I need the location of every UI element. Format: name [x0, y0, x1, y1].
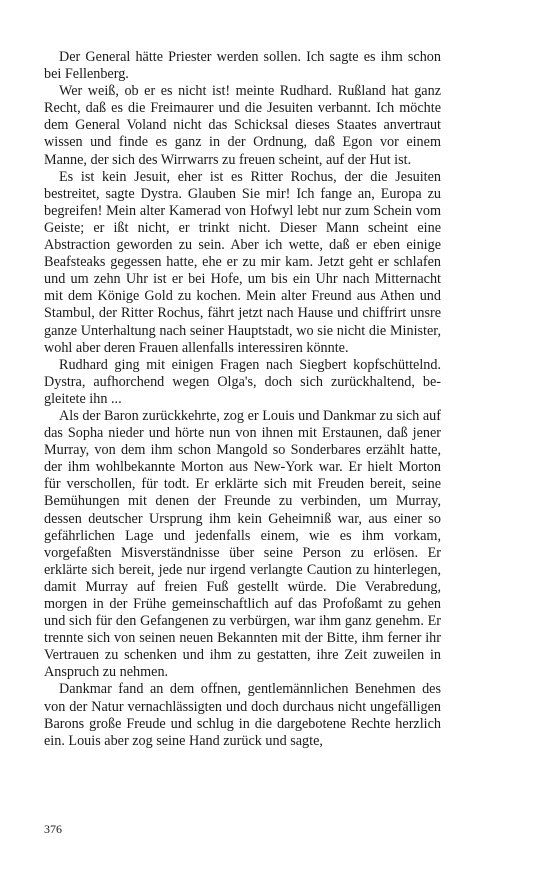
paragraph: Dankmar fand an dem offnen, gentlemännlichen Benehmen des von der Natur vernachlässigten und doch durchaus nicht ungefälligen Barons große Freude und schlug in die dargebotene Rechte herzlich ein. Louis aber zog seine Hand zurück und sagte,: [44, 681, 441, 749]
paragraph: Es ist kein Jesuit, eher ist es Ritter Rochus, der die Jesuiten bestreitet, sagte Dystra. Glauben Sie mir! Ich fange an, Europa zu begreifen! Mein alter Kamerad von Hofwyl lebt nur zum Schein vom Geiste; er ißt nicht, er trinkt nicht. Dieser Mann scheint eine Abstraction geworden zu sein. Aber ich wette, daß er eben einige Beafsteaks gegessen hatte, ehe er zu mir kam. Jetzt geht er schlafen und um zehn Uhr ist er bei Hofe, um bis ein Uhr nach Mitternacht mit dem Könige Gold zu kochen. Mein alter Freund aus Athen und Stambul, der Ritter Rochus, fährt jetzt nach Hause und chiffrirt unsre ganze Unterhaltung nach seiner Hauptstadt, wo sie nicht die Minister, wohl aber deren Frauen allenfalls interessiren könnte.: [44, 168, 441, 356]
page-number: 376: [44, 822, 62, 836]
paragraph: Rudhard ging mit einigen Fragen nach Siegbert kopfschüttelnd. Dystra, aufhorchend wegen Olga's, doch sich zurückhaltend, begleitete ihn ...: [44, 356, 441, 407]
book-page-text: [44, 49, 441, 750]
paragraph: Der General hätte Priester werden sollen. Ich sagte es ihm schon bei Fellenberg.: [44, 49, 441, 83]
paragraph: Wer weiß, ob er es nicht ist! meinte Rudhard. Rußland hat ganz Recht, daß es die Freimaurer und die Jesuiten verbannt. Ich möchte dem General Voland nicht das Schicksal dieses Staates anvertraut wissen und finde es ganz in der Ordnung, daß Egon vor einem Manne, der sich des Wirrwarrs zu freuen scheint, auf der Hut ist.: [44, 83, 441, 168]
paragraph: Als der Baron zurückkehrte, zog er Louis und Dankmar zu sich auf das Sopha nieder und hörte nun von ihnen mit Erstaunen, daß jener Murray, von dem ihm schon Mangold so Sonderbares erzählt hatte, der ihm wohlbekannte Morton aus New-York war. Er hielt Morton für verschollen, für todt. Er erklärte sich mit Freuden bereit, seine Bemühungen mit denen der Freunde zu verbinden, um Murray, dessen deutscher Ursprung ihm kein Geheimniß war, aus einer so gefährlichen Lage und jedenfalls einem, wie es ihm vorkam, vorgefaßten Misverständnisse über seine Person zu erlösen. Er erklärte sich bereit, jede nur irgend verlangte Caution zu hinterlegen, damit Murray auf freien Fuß gestellt würde. Die Verabredung, morgen in der Frühe gemeinschaftlich auf das Profoßamt zu gehen und sich für den Gefangenen zu verbürgen, war ihm ganz genehm. Er trennte sich von seinen neuen Bekannten mit der Bitte, ihm ferner ihr Vertrauen zu schenken und ihm zu gestatten, ihre Zeit zuweilen in Anspruch zu nehmen.: [44, 407, 441, 681]
